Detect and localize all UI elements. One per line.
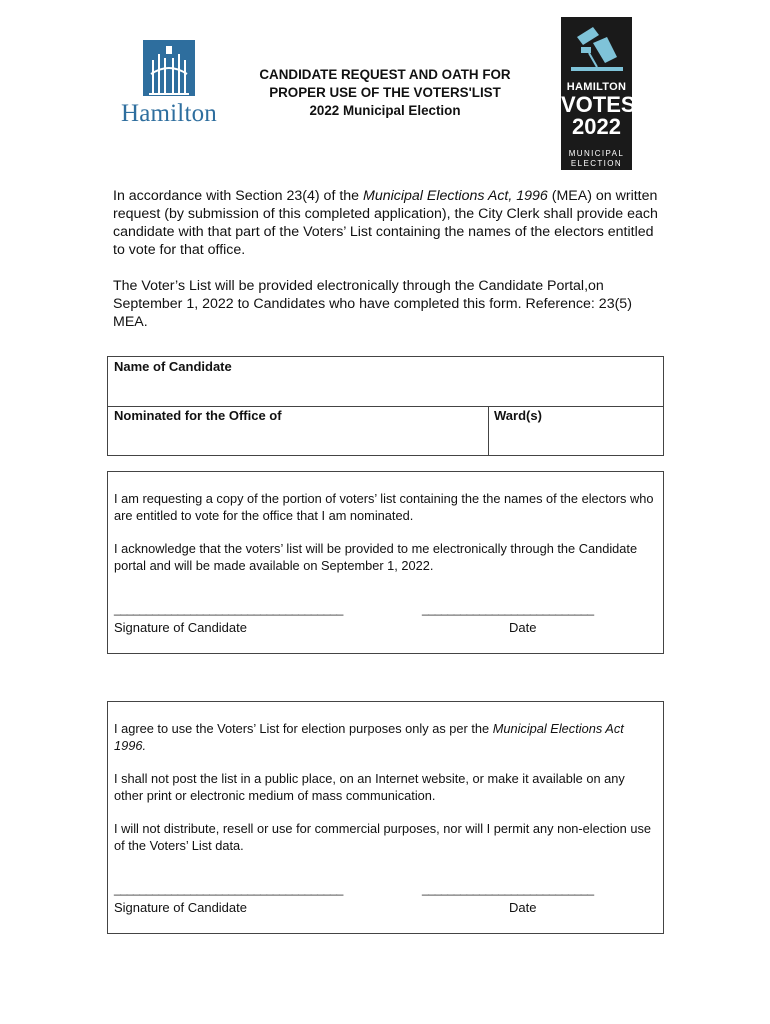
oath-paragraph-3: I will not distribute, resell or use for commercial purposes, nor will I permit any non-election use of the Voters’ List data.: [114, 821, 651, 853]
hamilton-votes-badge: [561, 17, 636, 170]
badge-votes: VOTES: [561, 92, 636, 117]
badge-year: 2022: [572, 114, 621, 139]
name-of-candidate-label: Name of Candidate: [114, 359, 232, 374]
request-paragraph-2: I acknowledge that the voters’ list will be provided to me electronically through the Candidate portal and will be made available on September 1, 2022.: [114, 541, 638, 573]
signature-line[interactable]: ____________________________________: [114, 602, 343, 616]
title-line-3: 2022 Municipal Election: [309, 103, 461, 118]
title-line-2: PROPER USE OF THE VOTERS'LIST: [269, 85, 501, 100]
request-paragraph-1: I am requesting a copy of the portion of voters’ list containing the the names of the electors who are entitled to vote for the office that I am nominated.: [114, 491, 654, 523]
oath-section: [107, 701, 664, 934]
intro-p1-text-b: (MEA) on written request (by submission of this completed application), the City Clerk shall provide each candidate with that part of the Voters’ List containing the names of the electors entitled to vote for that office.: [113, 188, 658, 258]
ballot-box-icon: [569, 23, 624, 75]
date-line[interactable]: ___________________________: [422, 602, 594, 616]
name-of-candidate-field[interactable]: [108, 357, 663, 407]
hamilton-wordmark: Hamilton: [120, 100, 218, 127]
nominated-office-label: Nominated for the Office of: [114, 408, 282, 423]
date-label: Date: [509, 620, 537, 635]
oath-paragraph-1: [114, 720, 656, 754]
oath-act-name: Municipal Elections Act 1996.: [114, 721, 624, 753]
badge-municipal: MUNICIPAL: [568, 149, 625, 158]
wards-label: Ward(s): [494, 408, 542, 423]
request-text: [114, 490, 654, 574]
oath-paragraph-2: I shall not post the list in a public place, on an Internet website, or make it available on any other print or electronic medium of mass communication.: [114, 771, 625, 803]
intro-p1-text-a: In accordance with Section 23(4) of the: [113, 188, 363, 204]
candidate-info-table: [107, 356, 664, 456]
intro-paragraph-1: [113, 187, 658, 259]
intro-paragraph-2: [113, 277, 658, 331]
oath-p1-text: I agree to use the Voters’ List for election purposes only as per the: [114, 721, 493, 736]
signature-label: Signature of Candidate: [114, 620, 247, 635]
oath-signature-line[interactable]: ____________________________________: [114, 882, 343, 896]
oath-signature-label: Signature of Candidate: [114, 900, 247, 915]
badge-municipal-election: [561, 149, 632, 169]
hamilton-logo-mark-icon: [143, 40, 195, 96]
intro-act-name: Municipal Elections Act, 1996: [363, 188, 548, 204]
oath-date-line[interactable]: ___________________________: [422, 882, 594, 896]
badge-election: ELECTION: [570, 159, 623, 168]
title-line-1: CANDIDATE REQUEST AND OATH FOR: [259, 67, 511, 82]
oath-date-label: Date: [509, 900, 537, 915]
nominated-office-field[interactable]: [108, 406, 488, 455]
wards-field[interactable]: [489, 406, 663, 455]
hamilton-logo: [113, 40, 225, 132]
request-section: [107, 471, 664, 654]
form-title: [230, 66, 540, 120]
badge-city: HAMILTON: [566, 81, 627, 93]
oath-text: [114, 720, 656, 854]
intro-p2-text: The Voter’s List will be provided electronically through the Candidate Portal,on September 1, 2022 to Candidates who have completed this form. Reference: 23(5) MEA.: [113, 278, 632, 330]
